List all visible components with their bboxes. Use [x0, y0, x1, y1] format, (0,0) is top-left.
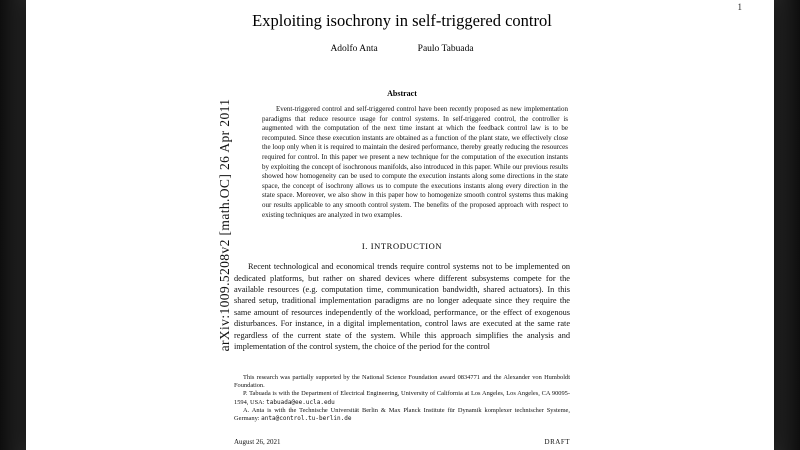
footnote-tabuada-text: P. Tabuada is with the Department of Electrical Engineering, University of California at Los Angeles, Los Angeles, CA 90095-1594, USA:	[234, 390, 570, 406]
page-number: 1	[737, 2, 742, 12]
paper-page	[26, 0, 774, 450]
footnote-funding-text: This research was partially supported by the National Science Foundation award 0834771 and the Alexander von Humboldt Foundation.	[234, 374, 570, 390]
page-footer	[234, 438, 570, 446]
abstract-heading: Abstract	[387, 89, 417, 98]
email-link-anta: anta@control.tu-berlin.de	[261, 415, 352, 423]
footer-draft-label: DRAFT	[544, 438, 570, 446]
footnote-funding	[234, 374, 570, 390]
authors-row	[234, 44, 570, 54]
footnote-anta-text: A. Anta is with the Technische Universität Berlin & Max Planck Institute für Dynamik komplexer technischer Systeme, Germany:	[234, 406, 570, 423]
footer-date: August 26, 2021	[234, 438, 281, 446]
content-column	[234, 0, 570, 450]
author-name-tabuada: Paulo Tabuada	[417, 44, 474, 54]
footnote-anta	[234, 407, 570, 423]
introduction-text: Recent technological and economical trends require control systems not to be implemented on dedicated platforms, but rather on shared devices where different subsystems compete for the available resources (e.g. computation time, communication bandwidth, shared actuators). In this shared setup, traditional implementation paradigms are no longer adequate since they require the same amount of resources independently of the workload, performance, or the effect of exogenous disturbances. For instance, in a digital implementation, control laws are executed at the same rate regardless of the current state of the system. While this approach simplifies the analysis and implementation of the control system, the choice of the period for the control	[234, 262, 570, 351]
paper-title: Exploiting isochrony in self-triggered control	[252, 11, 552, 30]
email-link-tabuada: tabuada@ee.ucla.edu	[266, 398, 335, 406]
author-name-anta: Adolfo Anta	[330, 44, 378, 54]
abstract-text: Event-triggered control and self-triggered control have been recently proposed as new implementation paradigms that reduce resource usage for control systems. In self-triggered control, the controller is augmented with the computation of the next time instant at which the feedback control law is to be recomputed. Since these execution instants are obtained as a function of the plant state, we effectively close the loop only when it is required to maintain the desired performance, thereby greatly reducing the resources required for control. In this paper we present a new technique for the computation of the execution instants by exploiting the concept of isochronous manifolds, also introduced in this paper. While our previous results showed how homogeneity can be used to compute the execution instants along some directions in the state space, the concept of isochrony allows us to compute the executions instants along every direction in the state space. Moreover, we also show in this paper how to homogenize smooth control systems thus making our results applicable to any smooth control system. The benefits of the proposed approach with respect to existing techniques are analyzed in two examples.	[262, 105, 568, 219]
section-heading-introduction: I. INTRODUCTION	[361, 241, 443, 252]
footnote-tabuada	[234, 390, 570, 406]
footnotes-block	[234, 374, 570, 423]
arxiv-stamp: arXiv:1009.5208v2 [math.OC] 26 Apr 2011	[217, 98, 232, 352]
